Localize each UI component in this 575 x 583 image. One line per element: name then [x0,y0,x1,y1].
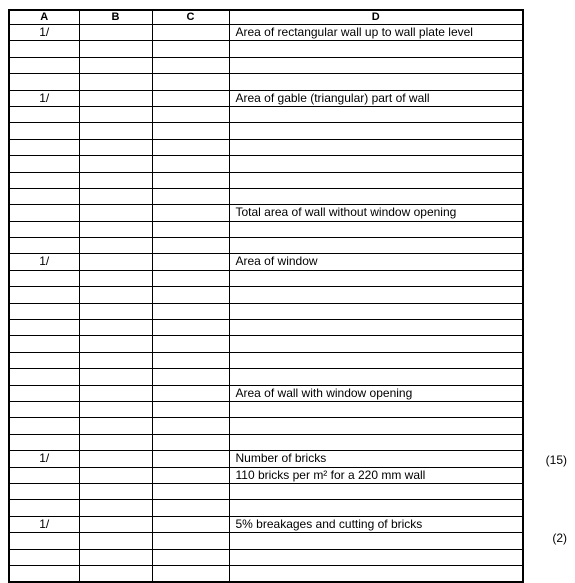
cell-a: 1/ [9,90,79,106]
cell-a [9,303,79,319]
cell-c [152,418,229,434]
cell-c [152,385,229,401]
table-row [9,418,523,434]
cell-b [79,418,152,434]
table-row [9,123,523,139]
cell-c [152,25,229,41]
cell-c [152,352,229,368]
cell-b [79,156,152,172]
table-row [9,41,523,57]
cell-d [229,565,523,582]
cell-c [152,500,229,516]
table-row [9,451,523,467]
cell-d [229,434,523,450]
cell-d [229,418,523,434]
cell-d: Area of rectangular wall up to wall plate level [229,25,523,41]
table-row [9,483,523,499]
table-row [9,385,523,401]
cell-d [229,483,523,499]
cell-c [152,123,229,139]
cell-a [9,336,79,352]
cell-a [9,418,79,434]
cell-d [229,172,523,188]
cell-a [9,434,79,450]
cell-a [9,270,79,286]
cell-d: 5% breakages and cutting of bricks [229,516,523,532]
cell-c [152,549,229,565]
cell-b [79,385,152,401]
cell-b [79,320,152,336]
cell-b [79,57,152,73]
table-row [9,336,523,352]
cell-b [79,25,152,41]
cell-d [229,303,523,319]
cell-d [229,221,523,237]
table-row [9,369,523,385]
cell-d [229,57,523,73]
table-row [9,188,523,204]
cell-b [79,303,152,319]
table-row [9,156,523,172]
cell-a [9,352,79,368]
header-row [9,10,523,25]
table-row [9,516,523,532]
table-row [9,401,523,417]
cell-b [79,41,152,57]
table-row [9,205,523,221]
cell-d: 110 bricks per m² for a 220 mm wall [229,467,523,483]
table-row [9,500,523,516]
cell-a [9,483,79,499]
cell-c [152,467,229,483]
column-header-d: D [229,10,523,25]
table-row [9,287,523,303]
cell-c [152,270,229,286]
cell-b [79,352,152,368]
cell-b [79,221,152,237]
cell-b [79,483,152,499]
cell-c [152,90,229,106]
cell-a [9,369,79,385]
cell-c [152,483,229,499]
cell-c [152,156,229,172]
table-row [9,90,523,106]
cell-d [229,123,523,139]
cell-a: 1/ [9,25,79,41]
cell-d [229,74,523,90]
cell-c [152,369,229,385]
cell-d [229,401,523,417]
cell-d [229,106,523,122]
cell-a: 1/ [9,254,79,270]
cell-c [152,106,229,122]
cell-b [79,500,152,516]
cell-b [79,533,152,549]
cell-d [229,188,523,204]
table-row [9,221,523,237]
table-row [9,172,523,188]
cell-b [79,106,152,122]
cell-a [9,205,79,221]
cell-c [152,172,229,188]
cell-c [152,221,229,237]
cell-a [9,500,79,516]
table-row [9,533,523,549]
cell-a [9,221,79,237]
cell-d [229,270,523,286]
cell-b [79,172,152,188]
cell-a [9,41,79,57]
table-row [9,25,523,41]
cell-c [152,451,229,467]
cell-d: Area of window [229,254,523,270]
cell-a [9,533,79,549]
cell-a [9,123,79,139]
cell-c [152,188,229,204]
cell-a [9,139,79,155]
cell-d [229,287,523,303]
cell-c [152,533,229,549]
cell-b [79,549,152,565]
table-row [9,434,523,450]
cell-d [229,352,523,368]
cell-b [79,516,152,532]
cell-a [9,188,79,204]
cell-a [9,238,79,254]
cell-c [152,57,229,73]
column-header-c: C [152,10,229,25]
cell-b [79,123,152,139]
cell-b [79,287,152,303]
table-row [9,74,523,90]
cell-d [229,238,523,254]
cell-b [79,401,152,417]
cell-b [79,90,152,106]
cell-d [229,320,523,336]
table-row [9,467,523,483]
cell-a [9,467,79,483]
cell-c [152,287,229,303]
cell-a [9,172,79,188]
cell-c [152,238,229,254]
table-row [9,352,523,368]
cell-a [9,106,79,122]
cell-a [9,320,79,336]
cell-a [9,549,79,565]
cell-c [152,434,229,450]
cell-d [229,336,523,352]
cell-b [79,188,152,204]
cell-d: Area of wall with window opening [229,385,523,401]
cell-b [79,467,152,483]
cell-b [79,369,152,385]
table-row [9,139,523,155]
table-row [9,565,523,582]
cell-a: 1/ [9,451,79,467]
cell-d [229,41,523,57]
cell-d: Area of gable (triangular) part of wall [229,90,523,106]
cell-d [229,549,523,565]
table-row [9,270,523,286]
marks-total-2: (2) [552,531,567,545]
table-row [9,57,523,73]
cell-c [152,41,229,57]
cell-d [229,156,523,172]
cell-d [229,500,523,516]
cell-b [79,336,152,352]
cell-d [229,139,523,155]
cell-b [79,565,152,582]
marks-total-15: (15) [545,453,567,467]
cell-c [152,336,229,352]
cell-b [79,238,152,254]
cell-c [152,303,229,319]
table-row [9,254,523,270]
cell-a [9,565,79,582]
cell-b [79,74,152,90]
cell-d [229,369,523,385]
cell-b [79,139,152,155]
cell-a [9,385,79,401]
cell-b [79,434,152,450]
table-row [9,549,523,565]
cell-c [152,401,229,417]
cell-a [9,156,79,172]
cell-c [152,254,229,270]
table-row [9,320,523,336]
cell-c [152,74,229,90]
table-row [9,106,523,122]
cell-c [152,139,229,155]
table-body [9,25,523,583]
cell-b [79,254,152,270]
cell-c [152,205,229,221]
cell-a [9,74,79,90]
cell-d [229,533,523,549]
cell-b [79,451,152,467]
cell-b [79,205,152,221]
column-header-a: A [9,10,79,25]
table-row [9,238,523,254]
cell-a [9,287,79,303]
cell-c [152,320,229,336]
cell-a [9,401,79,417]
cell-a [9,57,79,73]
calculation-table [8,9,524,583]
cell-c [152,516,229,532]
column-header-b: B [79,10,152,25]
table-row [9,303,523,319]
cell-d: Number of bricks [229,451,523,467]
cell-c [152,565,229,582]
cell-d: Total area of wall without window opening [229,205,523,221]
cell-a: 1/ [9,516,79,532]
cell-b [79,270,152,286]
